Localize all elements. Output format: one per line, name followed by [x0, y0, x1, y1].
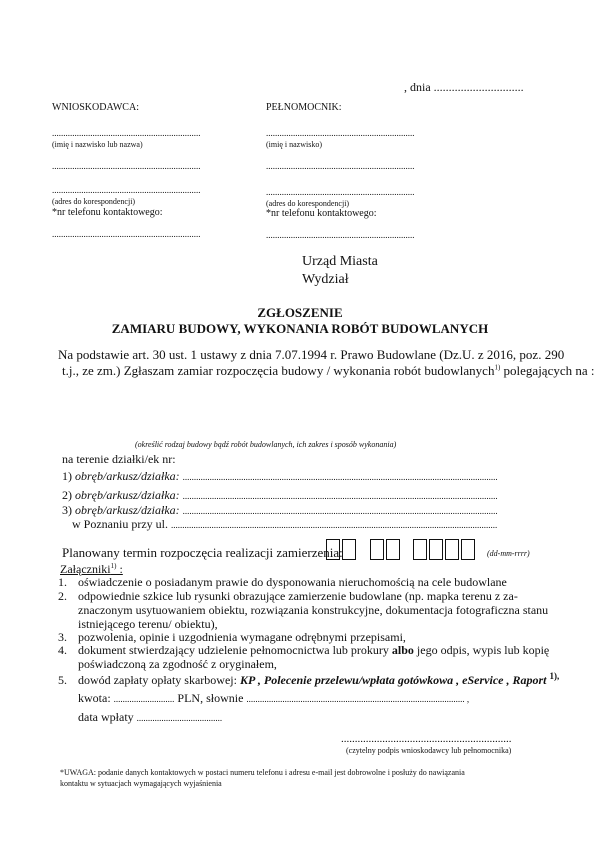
attachment-item-2: 2. odpowiednie szkice lub rysunki obrazujące zamierzenie budowlane (np. mapka terenu z za- [58, 589, 518, 603]
attachment-item-4-line-2: poświadczoną za zgodność z oryginałem, [78, 657, 277, 671]
applicant-phone-label: *nr telefonu kontaktowego: [52, 207, 163, 218]
payment-date-row[interactable]: data wpłaty ...................................... [78, 710, 223, 724]
year-boxes[interactable] [413, 539, 477, 560]
proxy-name-caption: (imię i nazwisko) [266, 140, 322, 149]
date-box[interactable] [429, 539, 443, 560]
attachment-item-3: 3. pozwolenia, opinie i uzgodnienia wymagane odrębnymi przepisami, [58, 630, 406, 644]
attachment-item-5: 5. dowód zapłaty opłaty skarbowej: KP , Polecenie przelewu/wpłata gotówkowa , eService , Raport $^{1),}$ [58, 671, 560, 687]
date-box[interactable] [445, 539, 459, 560]
applicant-name-field[interactable]: .................................................................. [52, 128, 201, 138]
date-format-hint: (dd-mm-rrrr) [487, 549, 530, 558]
form-title: ZGŁOSZENIE [257, 305, 343, 320]
office-name: Urząd Miasta [302, 254, 378, 269]
applicant-phone-field[interactable]: .................................................................. [52, 229, 201, 239]
proxy-phone-field[interactable]: .................................................................. [266, 230, 415, 240]
date-box[interactable] [326, 539, 340, 560]
proxy-name-field[interactable]: .................................................................. [266, 128, 415, 138]
intro-line-2: t.j., ze zm.) Zgłaszam zamiar rozpoczęcia budowy / wykonania robót budowlanych$^{1)}$ polegających na : [62, 363, 595, 378]
start-date-label: Planowany termin rozpoczęcia realizacji zamierzenia: [62, 545, 343, 560]
month-boxes[interactable] [370, 539, 402, 560]
signature-field[interactable]: .............................................................. [341, 733, 512, 745]
date-box[interactable] [413, 539, 427, 560]
proxy-address-field-1[interactable]: .................................................................. [266, 161, 415, 171]
payment-amount-row[interactable]: kwota: ........................... PLN, słownie ................................................................................................. , [78, 691, 470, 705]
proxy-address-caption: (adres do korespondencji) [266, 199, 350, 208]
plots-heading: na terenie działki/ek nr: [62, 452, 176, 466]
form-subtitle: ZAMIARU BUDOWY, WYKONANIA ROBÓT BUDOWLANYCH [111, 321, 489, 336]
plot-row-2[interactable]: 2) obręb/arkusz/działka: ............................................................................................................................................ [62, 488, 498, 502]
signature-caption: (czytelny podpis wnioskodawcy lub pełnomocnika) [346, 746, 512, 755]
work-description-caption: (określić rodzaj budowy bądź robót budowlanych, ich zakres i sposób wykonania) [135, 440, 397, 449]
applicant-heading: WNIOSKODAWCA: [52, 102, 139, 113]
applicant-address-field-2[interactable]: .................................................................. [52, 185, 201, 195]
street-row[interactable]: w Poznaniu przy ul. ................................................................................................................................................. [72, 517, 498, 531]
date-box[interactable] [386, 539, 400, 560]
applicant-address-caption: (adres do korespondencji) [52, 197, 136, 206]
date-box[interactable] [370, 539, 384, 560]
intro-line-1: Na podstawie art. 30 ust. 1 ustawy z dnia 7.07.1994 r. Prawo Budowlane (Dz.U. z 2016, poz. 290 [58, 347, 565, 362]
proxy-heading: PEŁNOMOCNIK: [266, 102, 342, 113]
applicant-address-field-1[interactable]: .................................................................. [52, 161, 201, 171]
attachment-item-2-line-2: znaczonym usytuowaniem obiektu, rozwiązania konstrukcyjne, dokumentacja fotograficzna stanu [78, 603, 549, 617]
date-line: , dnia .............................. [404, 80, 524, 94]
proxy-address-field-2[interactable]: .................................................................. [266, 187, 415, 197]
contact-note-line-2: kontaktu w sytuacjach wymagających wyjaśnienia [60, 779, 222, 788]
applicant-name-caption: (imię i nazwisko lub nazwa) [52, 140, 143, 149]
proxy-phone-label: *nr telefonu kontaktowego: [266, 208, 377, 219]
office-department: Wydział [302, 272, 349, 287]
attachment-item-1: 1. oświadczenie o posiadanym prawie do dysponowania nieruchomością na cele budowlane [58, 575, 507, 589]
attachment-item-2-line-3: istniejącego terenu/ obiektu), [78, 617, 218, 631]
attachment-item-4: 4. dokument stwierdzający udzielenie pełnomocnictwa lub prokury albo jego odpis, wypis lub kopię [58, 643, 550, 657]
plot-row-1[interactable]: 1) obręb/arkusz/działka: ............................................................................................................................................ [62, 469, 498, 483]
plot-row-3[interactable]: 3) obręb/arkusz/działka: ............................................................................................................................................ [62, 503, 498, 517]
date-box[interactable] [461, 539, 475, 560]
day-boxes[interactable] [326, 539, 358, 560]
contact-note-line-1: *UWAGA: podanie danych kontaktowych w postaci numeru telefonu i adresu e-mail jest dobrowolne i posłuży do nawiązania [60, 768, 465, 777]
attachments-heading: Załączniki$^{1)}$ : [60, 562, 123, 576]
date-box[interactable] [342, 539, 356, 560]
